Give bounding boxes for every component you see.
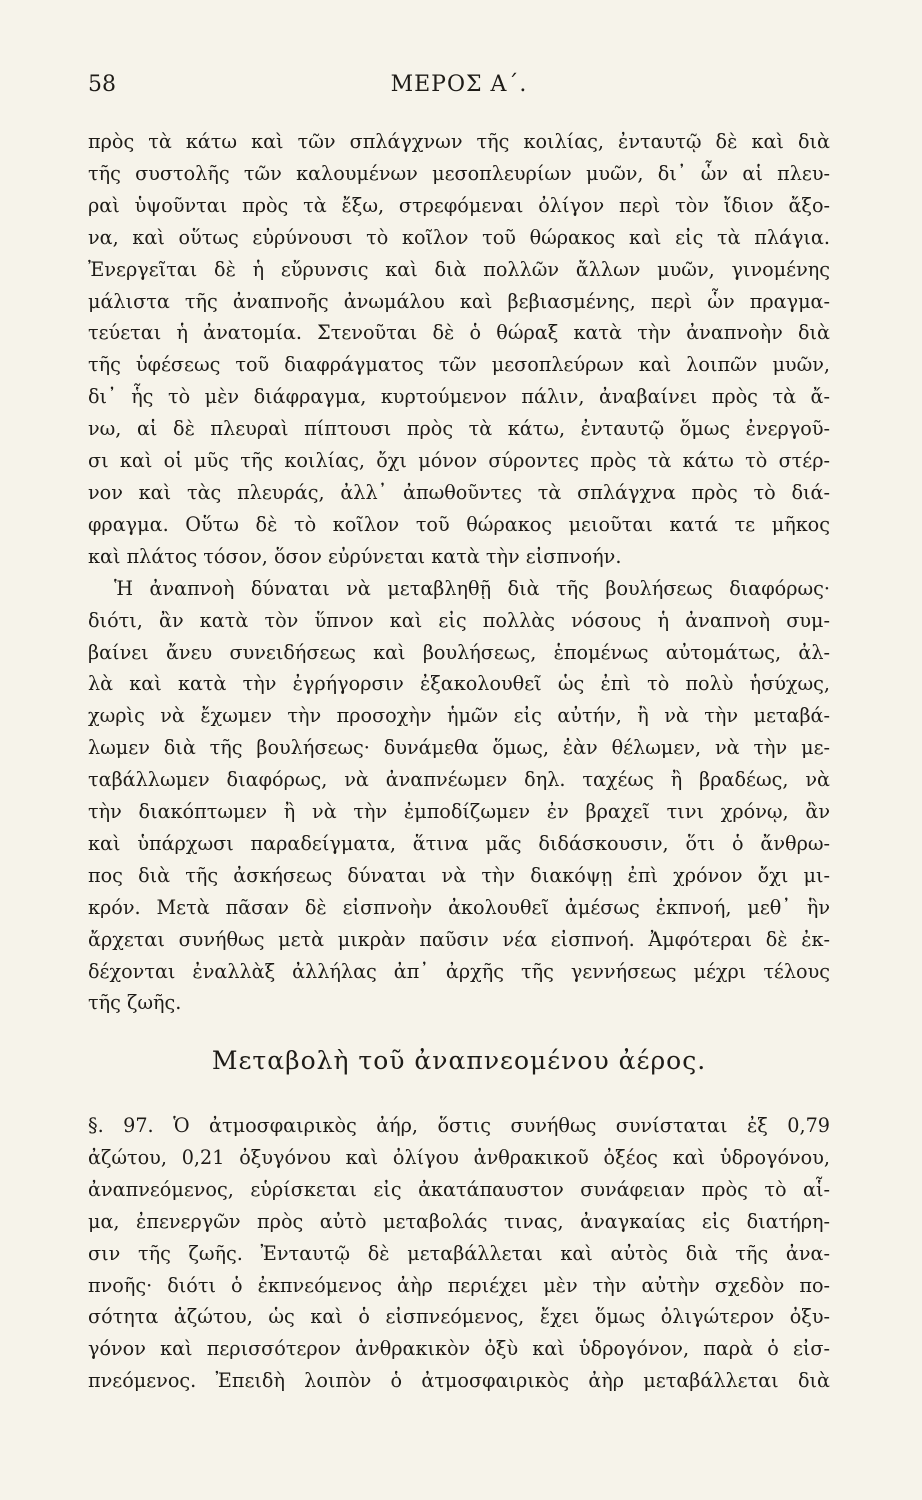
text-line: λὰ καὶ κατὰ τὴν ἐγρήγορσιν ἐξακολουθεῖ ὡς ἐπὶ τὸ πολὺ ἡσύχως, [88,672,830,696]
text-line: σιν τῆς ζωῆς. Ἐνταυτῷ δὲ μεταβάλλεται καὶ αὐτὸς διὰ τῆς ἀνα- [88,1241,830,1265]
text-line: τῆς ὑφέσεως τοῦ διαφράγματος τῶν μεσοπλεύρων καὶ λοιπῶν μυῶν, [88,353,830,377]
text-line: καὶ πλάτος τόσον, ὅσον εὐρύνεται κατὰ τὴν εἰσπνοήν. [88,544,622,568]
text-line: τεύεται ἡ ἀνατομία. Στενοῦται δὲ ὁ θώραξ κατὰ τὴν ἀναπνοὴν διὰ [88,321,830,345]
text-line: φραγμα. Οὕτω δὲ τὸ κοῖλον τοῦ θώρακος μειοῦται κατά τε μῆκος [88,512,830,536]
text-line: πος διὰ τῆς ἀσκήσεως δύναται νὰ τὴν διακόψῃ ἐπὶ χρόνον ὄχι μι- [88,863,830,887]
text-line: Ἡ ἀναπνοὴ δύναται νὰ μεταβληθῇ διὰ τῆς βουλήσεως διαφόρως· [114,576,830,600]
text-line: ταβάλλωμεν διαφόρως, νὰ ἀναπνέωμεν δηλ. ταχέως ἢ βραδέως, νὰ [88,768,830,792]
text-line: διότι, ἂν κατὰ τὸν ὕπνον καὶ εἰς πολλὰς νόσους ἡ ἀναπνοὴ συμ- [88,608,830,632]
text-line: λωμεν διὰ τῆς βουλήσεως· δυνάμεθα ὅμως, ἐὰν θέλωμεν, νὰ τὴν με- [88,736,830,760]
text-line: βαίνει ἄνευ συνειδήσεως καὶ βουλήσεως, ἑπομένως αὐτομάτως, ἀλ- [88,640,830,664]
text-line: τῆς συστολῆς τῶν καλουμένων μεσοπλευρίων μυῶν, δι᾽ ὧν αἱ πλευ- [88,161,830,185]
text-line: κρόν. Μετὰ πᾶσαν δὲ εἰσπνοὴν ἀκολουθεῖ ἀμέσως ἐκπνοή, μεθ᾽ ἣν [88,895,830,919]
text-line: νω, αἱ δὲ πλευραὶ πίπτουσι πρὸς τὰ κάτω, ἐνταυτῷ ὅμως ἐνεργοῦ- [88,417,830,441]
page-number: 58 [88,72,116,97]
text-line: τὴν διακόπτωμεν ἢ νὰ τὴν ἐμποδίζωμεν ἐν βραχεῖ τινι χρόνῳ, ἂν [88,800,830,824]
text-line: καὶ ὑπάρχωσι παραδείγματα, ἅτινα μᾶς διδάσκουσιν, ὅτι ὁ ἄνθρω- [88,831,830,855]
text-line: ραὶ ὑψοῦνται πρὸς τὰ ἔξω, στρεφόμεναι ὀλίγον περὶ τὸν ἴδιον ἄξο- [88,193,830,217]
text-line: τῆς ζωῆς. [88,991,182,1015]
text-line: ἄρχεται συνήθως μετὰ μικρὰν παῦσιν νέα εἰσπνοή. Ἀμφότεραι δὲ ἐκ- [88,927,830,951]
text-line: ἀναπνεόμενος, εὑρίσκεται εἰς ἀκατάπαυστον συνάφειαν πρὸς τὸ αἷ- [88,1177,830,1201]
text-line: να, καὶ οὕτως εὐρύνουσι τὸ κοῖλον τοῦ θώρακος καὶ εἰς τὰ πλάγια. [88,225,830,249]
section-heading: Μεταβολὴ τοῦ ἀναπνεομένου ἀέρος. [211,1046,707,1075]
paragraph-3 [88,1110,830,1397]
text-line: γόνον καὶ περισσότερον ἀνθρακικὸν ὀξὺ καὶ ὑδρογόνον, παρὰ ὁ εἰσ- [88,1337,830,1361]
text-line: σι καὶ οἱ μῦς τῆς κοιλίας, ὄχι μόνον σύροντες πρὸς τὰ κάτω τὸ στέρ- [88,449,830,473]
text-line: χωρὶς νὰ ἔχωμεν τὴν προσοχὴν ἡμῶν εἰς αὐτήν, ἢ νὰ τὴν μεταβά- [88,704,830,728]
text-line: δέχονται ἐναλλὰξ ἀλλήλας ἀπ᾽ ἀρχῆς τῆς γεννήσεως μέχρι τέλους [88,959,830,983]
text-line: μα, ἐπενεργῶν πρὸς αὐτὸ μεταβολάς τινας, ἀναγκαίας εἰς διατήρη- [88,1209,830,1233]
text-line: πνεόμενος. Ἐπειδὴ λοιπὸν ὁ ἀτμοσφαιρικὸς ἀὴρ μεταβάλλεται διὰ [88,1369,830,1393]
text-line: πνοῆς· διότι ὁ ἐκπνεόμενος ἀὴρ περιέχει μὲν τὴν αὐτὴν σχεδὸν πο- [88,1273,830,1297]
running-head: ΜΕΡΟΣ Α΄. [390,72,528,97]
text-line: δι᾽ ἧς τὸ μὲν διάφραγμα, κυρτούμενον πάλιν, ἀναβαίνει πρὸς τὰ ἄ- [88,385,830,409]
text-line: §. 97. Ὁ ἀτμοσφαιρικὸς ἀήρ, ὅστις συνήθως συνίσταται ἐξ 0,79 [88,1114,830,1137]
page-header [88,72,830,104]
paragraph-1 [88,126,830,573]
text-line: πρὸς τὰ κάτω καὶ τῶν σπλάγχνων τῆς κοιλίας, ἐνταυτῷ δὲ καὶ διὰ [88,130,830,153]
body-text-lower [88,1110,830,1397]
body-text-upper [88,126,830,1019]
text-line: σότητα ἀζώτου, ὡς καὶ ὁ εἰσπνεόμενος, ἔχει ὅμως ὀλιγώτερον ὀξυ- [88,1305,830,1329]
text-line: μάλιστα τῆς ἀναπνοῆς ἀνωμάλου καὶ βεβιασμένης, περὶ ὧν πραγμα- [88,289,830,313]
paragraph-2 [88,573,830,1020]
text-line: Ἐνεργεῖται δὲ ἡ εὔρυνσις καὶ διὰ πολλῶν ἄλλων μυῶν, γινομένης [88,257,830,281]
text-line: νον καὶ τὰς πλευράς, ἀλλ᾽ ἀπωθοῦντες τὰ σπλάγχνα πρὸς τὸ διά- [88,480,830,504]
text-line: ἀζώτου, 0,21 ὀξυγόνου καὶ ὀλίγου ἀνθρακικοῦ ὀξέος καὶ ὑδρογόνου, [88,1145,830,1169]
